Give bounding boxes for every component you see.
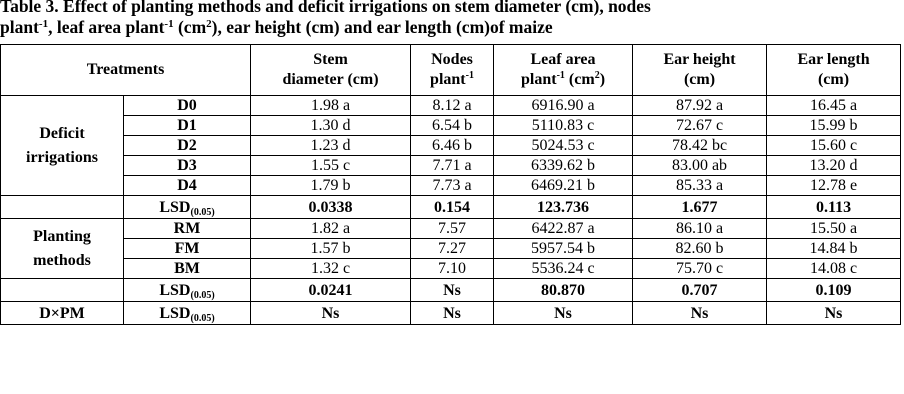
cell-stem: 1.32 c — [251, 259, 411, 279]
cell-stem: 1.23 d — [251, 136, 411, 156]
cell-stem: 1.79 b — [251, 176, 411, 196]
table-row — [1, 239, 901, 259]
lsd-leaf: Ns — [494, 302, 633, 325]
cell-stem: 1.98 a — [251, 96, 411, 116]
lsd-ear-height: 1.677 — [633, 196, 767, 219]
cell-stem: 1.82 a — [251, 219, 411, 239]
lsd-ear-length: 0.109 — [767, 279, 901, 302]
lsd-row-interaction — [1, 302, 901, 325]
maize-results-table — [0, 44, 901, 325]
cell-ear-length: 15.50 a — [767, 219, 901, 239]
group-deficit-irrigations: Deficit irrigations — [1, 96, 124, 196]
cell-leaf: 6339.62 b — [494, 156, 633, 176]
table-row — [1, 176, 901, 196]
cell-ear-length: 16.45 a — [767, 96, 901, 116]
lsd-label: $LSD_{(0.05)}$ — [124, 196, 251, 219]
table-caption — [0, 0, 904, 38]
cell-nodes: 7.27 — [411, 239, 494, 259]
cell-ear-height: 75.70 c — [633, 259, 767, 279]
row-label: D0 — [124, 96, 251, 116]
lsd-leaf: 80.870 — [494, 279, 633, 302]
header-ear-height: Ear height (cm) — [633, 45, 767, 96]
table-row — [1, 96, 901, 116]
cell-ear-height: 72.67 c — [633, 116, 767, 136]
cell-nodes: 7.10 — [411, 259, 494, 279]
row-label: D2 — [124, 136, 251, 156]
cell-ear-length: 12.78 e — [767, 176, 901, 196]
cell-nodes: 6.54 b — [411, 116, 494, 136]
cell-ear-height: 82.60 b — [633, 239, 767, 259]
lsd-nodes: 0.154 — [411, 196, 494, 219]
header-nodes: Nodes plant$^{-1}$ — [411, 45, 494, 96]
cell-ear-length: 14.84 b — [767, 239, 901, 259]
cell-ear-length: 13.20 d — [767, 156, 901, 176]
lsd-row-deficit — [1, 196, 901, 219]
cell-leaf: 5024.53 c — [494, 136, 633, 156]
row-label: D3 — [124, 156, 251, 176]
cell-stem: 1.55 c — [251, 156, 411, 176]
lsd-row-planting — [1, 279, 901, 302]
cell-nodes: 7.73 a — [411, 176, 494, 196]
table-row — [1, 116, 901, 136]
lsd-stem: 0.0338 — [251, 196, 411, 219]
row-label: D4 — [124, 176, 251, 196]
cell-nodes: 8.12 a — [411, 96, 494, 116]
lsd-leaf: 123.736 — [494, 196, 633, 219]
empty-cell — [1, 196, 124, 219]
lsd-label: $LSD_{(0.05)}$ — [124, 302, 251, 325]
cell-stem: 1.30 d — [251, 116, 411, 136]
header-leaf-area: Leaf area plant$^{-1}$ $(cm^2)$ — [494, 45, 633, 96]
header-treatments: Treatments — [1, 45, 251, 96]
lsd-ear-height: Ns — [633, 302, 767, 325]
cell-ear-height: 85.33 a — [633, 176, 767, 196]
cell-ear-height: 83.00 ab — [633, 156, 767, 176]
row-label: FM — [124, 239, 251, 259]
caption-line-2: plant$^{-1}$, leaf area plant$^{-1}$ $(cm^2)$, ear height (cm) and ear length (cm)of maize — [0, 17, 553, 37]
header-ear-length: Ear length (cm) — [767, 45, 901, 96]
row-label: RM — [124, 219, 251, 239]
cell-nodes: 6.46 b — [411, 136, 494, 156]
lsd-ear-length: Ns — [767, 302, 901, 325]
group-planting-methods: Planting methods — [1, 219, 124, 279]
lsd-stem: Ns — [251, 302, 411, 325]
row-label: D1 — [124, 116, 251, 136]
cell-leaf: 5110.83 c — [494, 116, 633, 136]
table-row — [1, 259, 901, 279]
table-row — [1, 136, 901, 156]
cell-leaf: 5536.24 c — [494, 259, 633, 279]
cell-stem: 1.57 b — [251, 239, 411, 259]
lsd-nodes: Ns — [411, 302, 494, 325]
lsd-ear-height: 0.707 — [633, 279, 767, 302]
cell-ear-length: 14.08 c — [767, 259, 901, 279]
lsd-ear-length: 0.113 — [767, 196, 901, 219]
table-row — [1, 156, 901, 176]
lsd-nodes: Ns — [411, 279, 494, 302]
interaction-label: D×PM — [1, 302, 124, 325]
lsd-label: $LSD_{(0.05)}$ — [124, 279, 251, 302]
cell-ear-length: 15.99 b — [767, 116, 901, 136]
cell-ear-height: 87.92 a — [633, 96, 767, 116]
cell-ear-height: 78.42 bc — [633, 136, 767, 156]
cell-leaf: 6916.90 a — [494, 96, 633, 116]
cell-ear-height: 86.10 a — [633, 219, 767, 239]
caption-line-1: Table 3. Effect of planting methods and deficit irrigations on stem diameter (cm), nodes — [0, 0, 651, 16]
lsd-stem: 0.0241 — [251, 279, 411, 302]
row-label: BM — [124, 259, 251, 279]
empty-cell — [1, 279, 124, 302]
cell-nodes: 7.57 — [411, 219, 494, 239]
cell-leaf: 6469.21 b — [494, 176, 633, 196]
cell-leaf: 5957.54 b — [494, 239, 633, 259]
header-stem-diameter: Stem diameter (cm) — [251, 45, 411, 96]
cell-ear-length: 15.60 c — [767, 136, 901, 156]
cell-nodes: 7.71 a — [411, 156, 494, 176]
table-row — [1, 219, 901, 239]
cell-leaf: 6422.87 a — [494, 219, 633, 239]
header-row — [1, 45, 901, 96]
